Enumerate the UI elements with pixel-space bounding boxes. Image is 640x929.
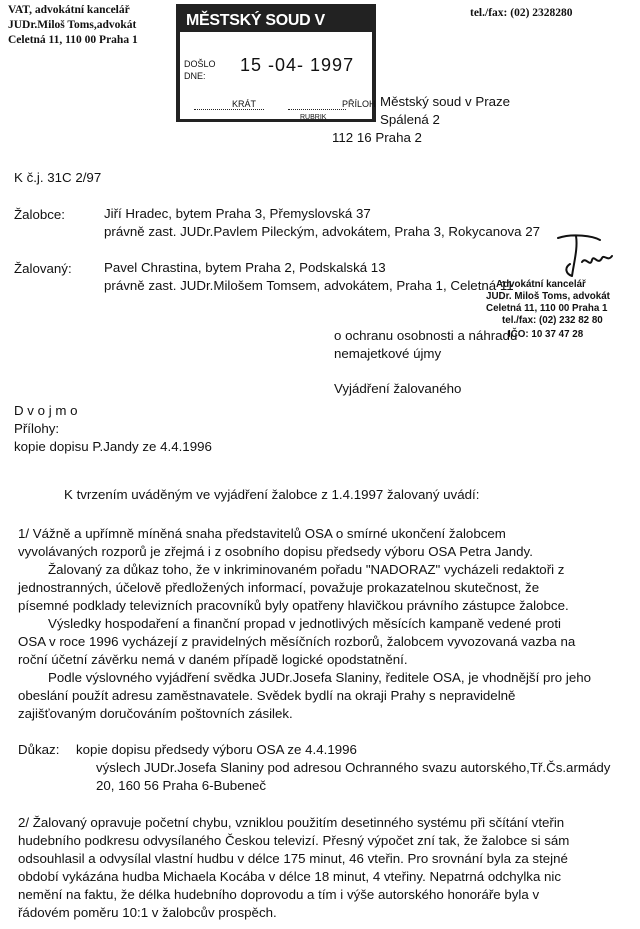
defendant-label: Žalovaný: [14,261,72,276]
case-reference: K č.j. 31C 2/97 [14,170,102,185]
intro-paragraph: K tvrzením uváděným ve vyjádření žalobce z 1.4.1997 žalovaný uvádí: [64,487,480,502]
sender-lawyer: JUDr.Miloš Toms,advokát [8,19,137,31]
point1-line: jednostranných, účelově předložených informací, považuje prokazatelnou skutečnost, že [18,580,540,595]
evidence-line1: kopie dopisu předsedy výboru OSA ze 4.4.1996 [76,742,357,757]
plaintiff-line2: právně zast. JUDr.Pavlem Pileckým, advokátem, Praha 3, Rokycanova 27 [104,224,541,239]
point1-line: zajišťovaným doručováním poštovních zásilek. [18,706,293,721]
point2-line: odsouhlasil a odvysílal vlastní hudbu v délce 175 minut, 46 vteřin. Pro srovnání byla za stejné [18,851,568,866]
stamp-header-text: MĚSTSKÝ SOUD V PRAZE [186,12,325,47]
point2-line: nemění na faktu, že délka hudebního doprovodu a tím i výše autorského honoráře byla v [18,887,540,902]
point1-line: roční účetní závěrku nemá v daném případě logické opodstatnění. [18,652,408,667]
point1-line: vyvolávaných rozporů je zřejmá i z osobního dopisu předsedy výboru OSA Petra Jandy. [18,544,533,559]
point2-line: řádovém poměru 10:1 v žalobcův prospěch. [18,905,277,920]
subject-line1: o ochranu osobnosti a náhradu [334,328,518,343]
defendant-line1: Pavel Chrastina, bytem Praha 2, Podskalská 13 [104,260,386,275]
sender-name: VAT, advokátní kancelář [8,4,130,16]
lawyer-stamp-ico: IČO: 10 37 47 28 [508,329,584,340]
document-title: Vyjádření žalovaného [334,381,462,396]
point1-line: 1/ Vážně a upřímně míněná snaha představitelů OSA o smírné ukončení žalobcem [18,526,506,541]
stamp-dotted-line-2 [288,109,346,110]
point2-line: období vykázána hudba Michaela Kocába v délce 18 minut, 4 vteřiny. Nepatrná odchylka nic [18,869,562,884]
plaintiff-line1: Jiří Hradec, bytem Praha 3, Přemyslovská 37 [104,206,371,221]
addressee-city: 112 16 Praha 2 [332,130,422,145]
attachment-item: kopie dopisu P.Jandy ze 4.4.1996 [14,439,212,454]
stamp-header-bar [180,8,372,47]
stamp-priloh-label: PŘÍLOH [342,99,376,109]
lawyer-stamp-name: JUDr. Miloš Toms, advokát [486,291,610,302]
court-receipt-stamp [176,4,376,122]
stamp-dne-label: DNE: [184,71,206,81]
attachments-label: Přílohy: [14,421,60,436]
addressee-name: Městský soud v Praze [380,94,511,109]
point2-line: 2/ Žalovaný opravuje početní chybu, vzniklou použitím desetinného systému při sčítání vteřin [18,815,565,830]
stamp-rubrik-label: RUBRIK [300,114,327,121]
dvojmo-note: D v o j m o [14,403,78,418]
stamp-received-date: 15 -04- 1997 [240,55,355,75]
stamp-krat-label: KRÁT [232,99,257,109]
point1-line: Výsledky hospodaření a finanční propad v jednotlivých měsících kampaně vedené proti [48,616,561,631]
stamp-dotted-line [194,109,264,110]
defendant-line2: právně zast. JUDr.Milošem Tomsem, advokátem, Praha 1, Celetná 11 [104,278,514,293]
point1-line: obeslání použít adresu zaměstnavatele. Svědek bydlí na okraji Prahy s nepravidelně [18,688,516,703]
stamp-dosio-label: DOŠLO [184,59,216,69]
point1-line: písemné podklady televizních pracovníků byly opatřeny hlavičkou právního zástupce žalobce. [18,598,569,613]
lawyer-stamp-address: Celetná 11, 110 00 Praha 1 [486,303,608,314]
subject-line2: nemajetkové újmy [334,346,442,361]
point1-line: OSA v roce 1996 vycházejí z pravidelných měsíčních rozborů, žalobcem vyvozovaná vazba na [18,634,576,649]
sender-address: Celetná 11, 110 00 Praha 1 [8,34,138,46]
evidence-line2: výslech JUDr.Josefa Slaniny pod adresou Ochranného svazu autorského,Tř.Čs.armády [96,760,611,775]
lawyer-stamp-title: Advokátní kancelář [496,279,586,290]
plaintiff-label: Žalobce: [14,207,65,222]
point1-line: Podle výslovného vyjádření svědka JUDr.Josefa Slaniny, ředitele OSA, je vhodnější pro jeho [48,670,592,685]
point2-line: hudebního podkresu odvysílaného Českou televizí. Přesný výpočet zní tak, že žalobce si sám [18,833,570,848]
sender-phone: tel./fax: (02) 2328280 [470,7,573,19]
point1-line: Žalovaný za důkaz toho, že v inkriminovaném pořadu "NADORAZ" vycházeli redaktoři z [48,562,565,577]
evidence-label: Důkaz: [18,742,60,757]
handwritten-signature [548,228,618,280]
addressee-street: Spálená 2 [380,112,440,127]
lawyer-stamp-phone: tel./fax: (02) 232 82 80 [502,315,603,326]
evidence-line3: 20, 160 56 Praha 6-Bubeneč [96,778,267,793]
